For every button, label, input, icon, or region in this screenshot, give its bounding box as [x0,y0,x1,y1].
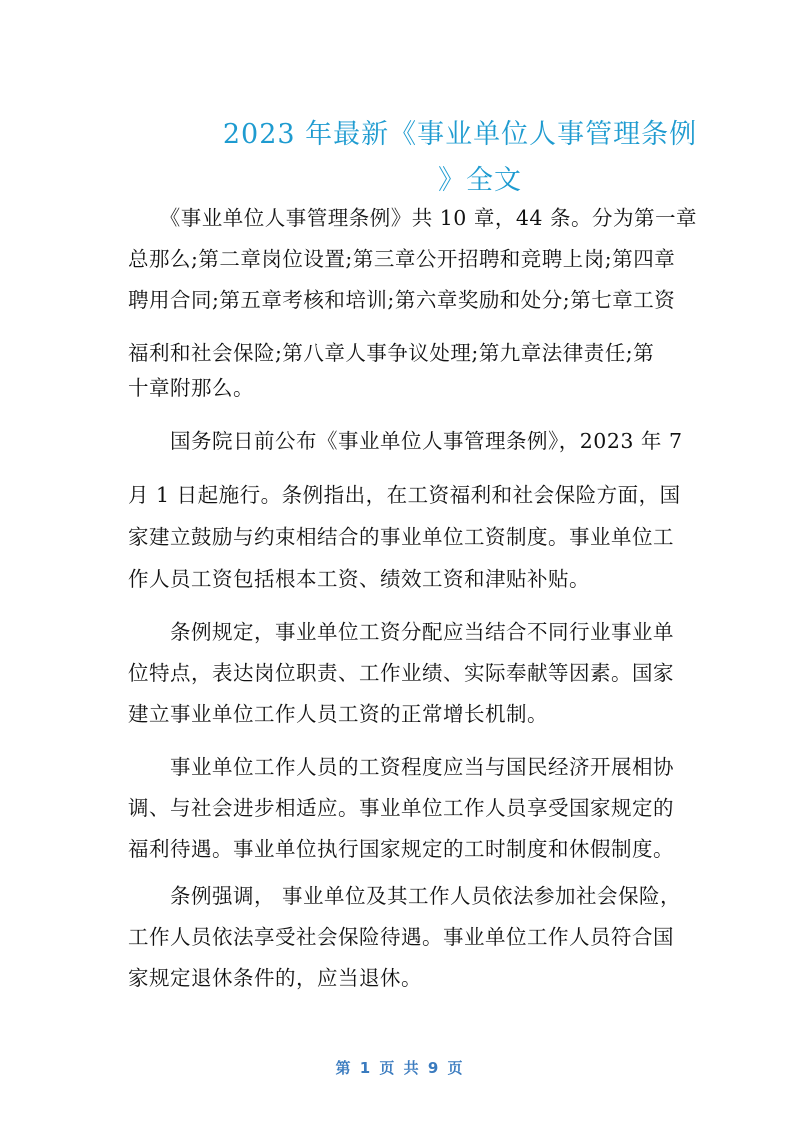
paragraph-line: 建立事业单位工作人员工资的正常增长机制。 [128,702,548,726]
paragraph-line: 家建立鼓励与约束相结合的事业单位工资制度。事业单位工 [128,525,674,549]
page-number-footer: 第 1 页 共 9 页 [335,1059,465,1077]
paragraph-announcement [128,420,748,600]
paragraph-line: 事业单位工作人员的工资程度应当与国民经济开展相协 [128,755,674,779]
document-title [150,112,770,204]
paragraph-line: 月 1 日起施行。条例指出，在工资福利和社会保险方面，国 [128,483,681,507]
paragraph-line: 国务院日前公布《事业单位人事管理条例》，2023 年 7 [128,429,683,453]
paragraph-line: 作人员工资包括根本工资、绩效工资和津贴补贴。 [128,567,590,591]
paragraph-line: 条例规定，事业单位工资分配应当结合不同行业事业单 [128,620,674,644]
paragraph-line: 位特点，表达岗位职责、工作业绩、实际奉献等因素。国家 [128,661,674,685]
paragraph-line: 条例强调， 事业单位及其工作人员依法参加社会保险， [128,884,682,908]
paragraph-line: 福利待遇。事业单位执行国家规定的工时制度和休假制度。 [128,837,674,861]
paragraph-line: 调、与社会进步相适应。事业单位工作人员享受国家规定的 [128,796,674,820]
paragraph-social-insurance [128,876,748,999]
title-line-2: 》全文 [438,165,522,196]
paragraph-chapters [128,198,748,402]
title-line-1: 2023 年最新《事业单位人事管理条例 [222,119,698,150]
paragraph-line: 十章附那么。 [128,376,254,400]
paragraph-wage-allocation [128,612,748,735]
paragraph-line: 总那么;第二章岗位设置;第三章公开招聘和竞聘上岗;第四章 [128,247,676,271]
paragraph-wage-level [128,747,748,870]
paragraph-line: 家规定退休条件的，应当退休。 [128,966,422,990]
paragraph-line: 工作人员依法享受社会保险待遇。事业单位工作人员符合国 [128,925,674,949]
paragraph-line: 《事业单位人事管理条例》共 10 章，44 条。分为第一章 [128,206,697,230]
paragraph-line: 聘用合同;第五章考核和培训;第六章奖励和处分;第七章工资 [128,288,676,312]
paragraph-line: 福利和社会保险;第八章人事争议处理;第九章法律责任;第 [128,341,655,365]
